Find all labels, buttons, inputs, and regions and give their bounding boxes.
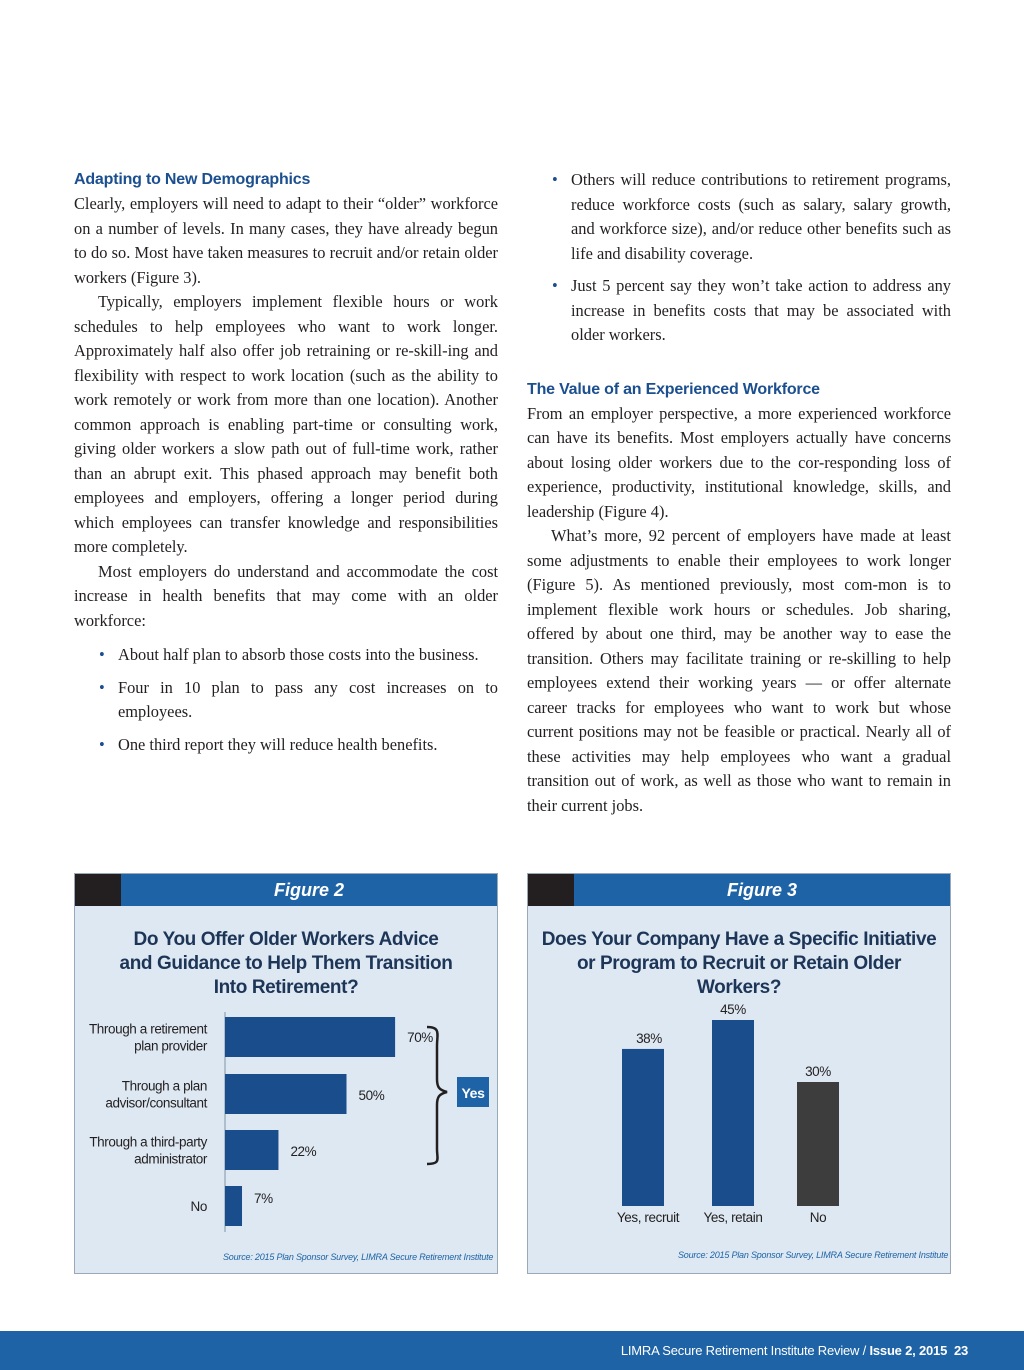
chart-bar [225, 1017, 395, 1057]
section-heading-demographics: Adapting to New Demographics [74, 171, 311, 188]
yes-label: Yes [461, 1085, 485, 1101]
section-heading-experienced-workforce: The Value of an Experienced Workforce [527, 380, 820, 398]
category-label: Yes, recruit [616, 1210, 680, 1225]
paragraph: Most employers do understand and accommodate the cost increase in health benefits that may come with an older workforce: [74, 561, 498, 630]
bullet-item: • Just 5 percent say they won’t take action to address any increase in benefits costs that may be associated with older workers. [527, 274, 951, 348]
footer-publication: LIMRA Secure Retirement Institute Review / [620, 1343, 867, 1358]
figure-source: Source: 2015 Plan Sponsor Survey, LIMRA Secure Retirement Institute [678, 1250, 949, 1260]
horizontal-bar-chart [75, 874, 499, 1275]
paragraph: Clearly, employers will need to adapt to their “older” workforce on a number of levels. In many cases, they have already begun to do so. Most have taken measures to recruit and/or retain older workers (Figure 3). [74, 194, 498, 287]
category-label: Through a third-party [89, 1134, 207, 1150]
vertical-bar-chart [528, 874, 952, 1275]
figure-title: Does Your Company Have a Specific Initiative or Program to Recruit or Retain Older Workers? [541, 929, 937, 998]
footer-issue: Issue 2, 2015 [869, 1343, 948, 1358]
figure-2 [74, 873, 498, 1274]
left-column [74, 168, 498, 765]
value-label: 22% [290, 1144, 317, 1159]
chart-bar [225, 1130, 278, 1170]
category-label: No [809, 1210, 827, 1225]
category-label: Through a plan [121, 1078, 207, 1094]
figure-label: Figure 3 [726, 880, 797, 900]
category-label: Yes, retain [703, 1210, 763, 1225]
chart-bar [622, 1049, 664, 1206]
figure-title: Do You Offer Older Workers Advice and Guidance to Help Them Transition Into Retirement? [119, 929, 453, 998]
footer-text [621, 1343, 968, 1358]
bracket-icon [427, 1027, 447, 1164]
chart-bar [225, 1074, 347, 1114]
chart-bar [225, 1186, 242, 1226]
category-label: Through a retirement [88, 1021, 207, 1037]
figure-3 [527, 873, 951, 1274]
value-label: 30% [805, 1064, 831, 1079]
paragraph: Typically, employers implement flexible hours or work schedules to help employees who want to work longer. Approximately half also offer job retraining or re-skill-ing and flexibility with respect to work location (such as the ability to work remotely or work from more than one location). Another common approach is enabling part-time or consulting work, giving older workers a slow path out of full-time work, rather than an abrupt exit. This phased approach may benefit both employees and employers, offering a longer period during which employees can transfer knowledge and responsibilities more completely. [74, 292, 498, 556]
paragraph: From an employer perspective, a more experienced workforce can have its benefits. Most employers actually have concerns about losing older workers due to the cor-responding loss of experience, productivity, institutional knowledge, skills, and leadership (Figure 4). [527, 403, 951, 521]
bullet-list [527, 168, 951, 348]
value-label: 45% [720, 1002, 746, 1017]
value-label: 7% [254, 1191, 273, 1206]
bullet-item: • About half plan to absorb those costs into the business. [74, 643, 498, 668]
category-label: administrator [134, 1151, 207, 1167]
page-footer [0, 1331, 1024, 1370]
chart-bar [712, 1020, 754, 1206]
bullet-item: • One third report they will reduce health benefits. [74, 733, 498, 758]
bullet-item: • Four in 10 plan to pass any cost increases on to employees. [74, 676, 498, 725]
category-label: plan provider [134, 1038, 207, 1054]
figure-source: Source: 2015 Plan Sponsor Survey, LIMRA Secure Retirement Institute [223, 1252, 494, 1262]
figure-label: Figure 2 [273, 880, 344, 900]
category-label: No [190, 1199, 207, 1214]
page-number: 23 [953, 1343, 968, 1358]
chart-bar [797, 1082, 839, 1206]
value-label: 70% [407, 1030, 433, 1045]
value-label: 38% [636, 1030, 662, 1046]
value-label: 50% [358, 1088, 385, 1103]
paragraph: What’s more, 92 percent of employers have made at least some adjustments to enable their employees to work longer (Figure 5). As mentioned previously, most com-mon is to implement flexible work hours or schedules. Job sharing, offered by about one third, may be another way to ease the transition. Others may facilitate training or re-skilling to help employees extend their working years — or offer alternate career tracks for employees who want to work but whose current positions may not be feasible or practical. Nearly all of these activities may help employees who want a gradual transition out of work, as well as those who want to remain in their current jobs. [527, 526, 951, 815]
bullet-item: • Others will reduce contributions to retirement programs, reduce workforce costs (such as salary, salary growth, and workforce size), and/or reduce other benefits such as life and disability coverage. [527, 168, 951, 266]
right-column [527, 168, 951, 818]
category-label: advisor/consultant [105, 1095, 207, 1111]
bullet-list [74, 643, 498, 757]
